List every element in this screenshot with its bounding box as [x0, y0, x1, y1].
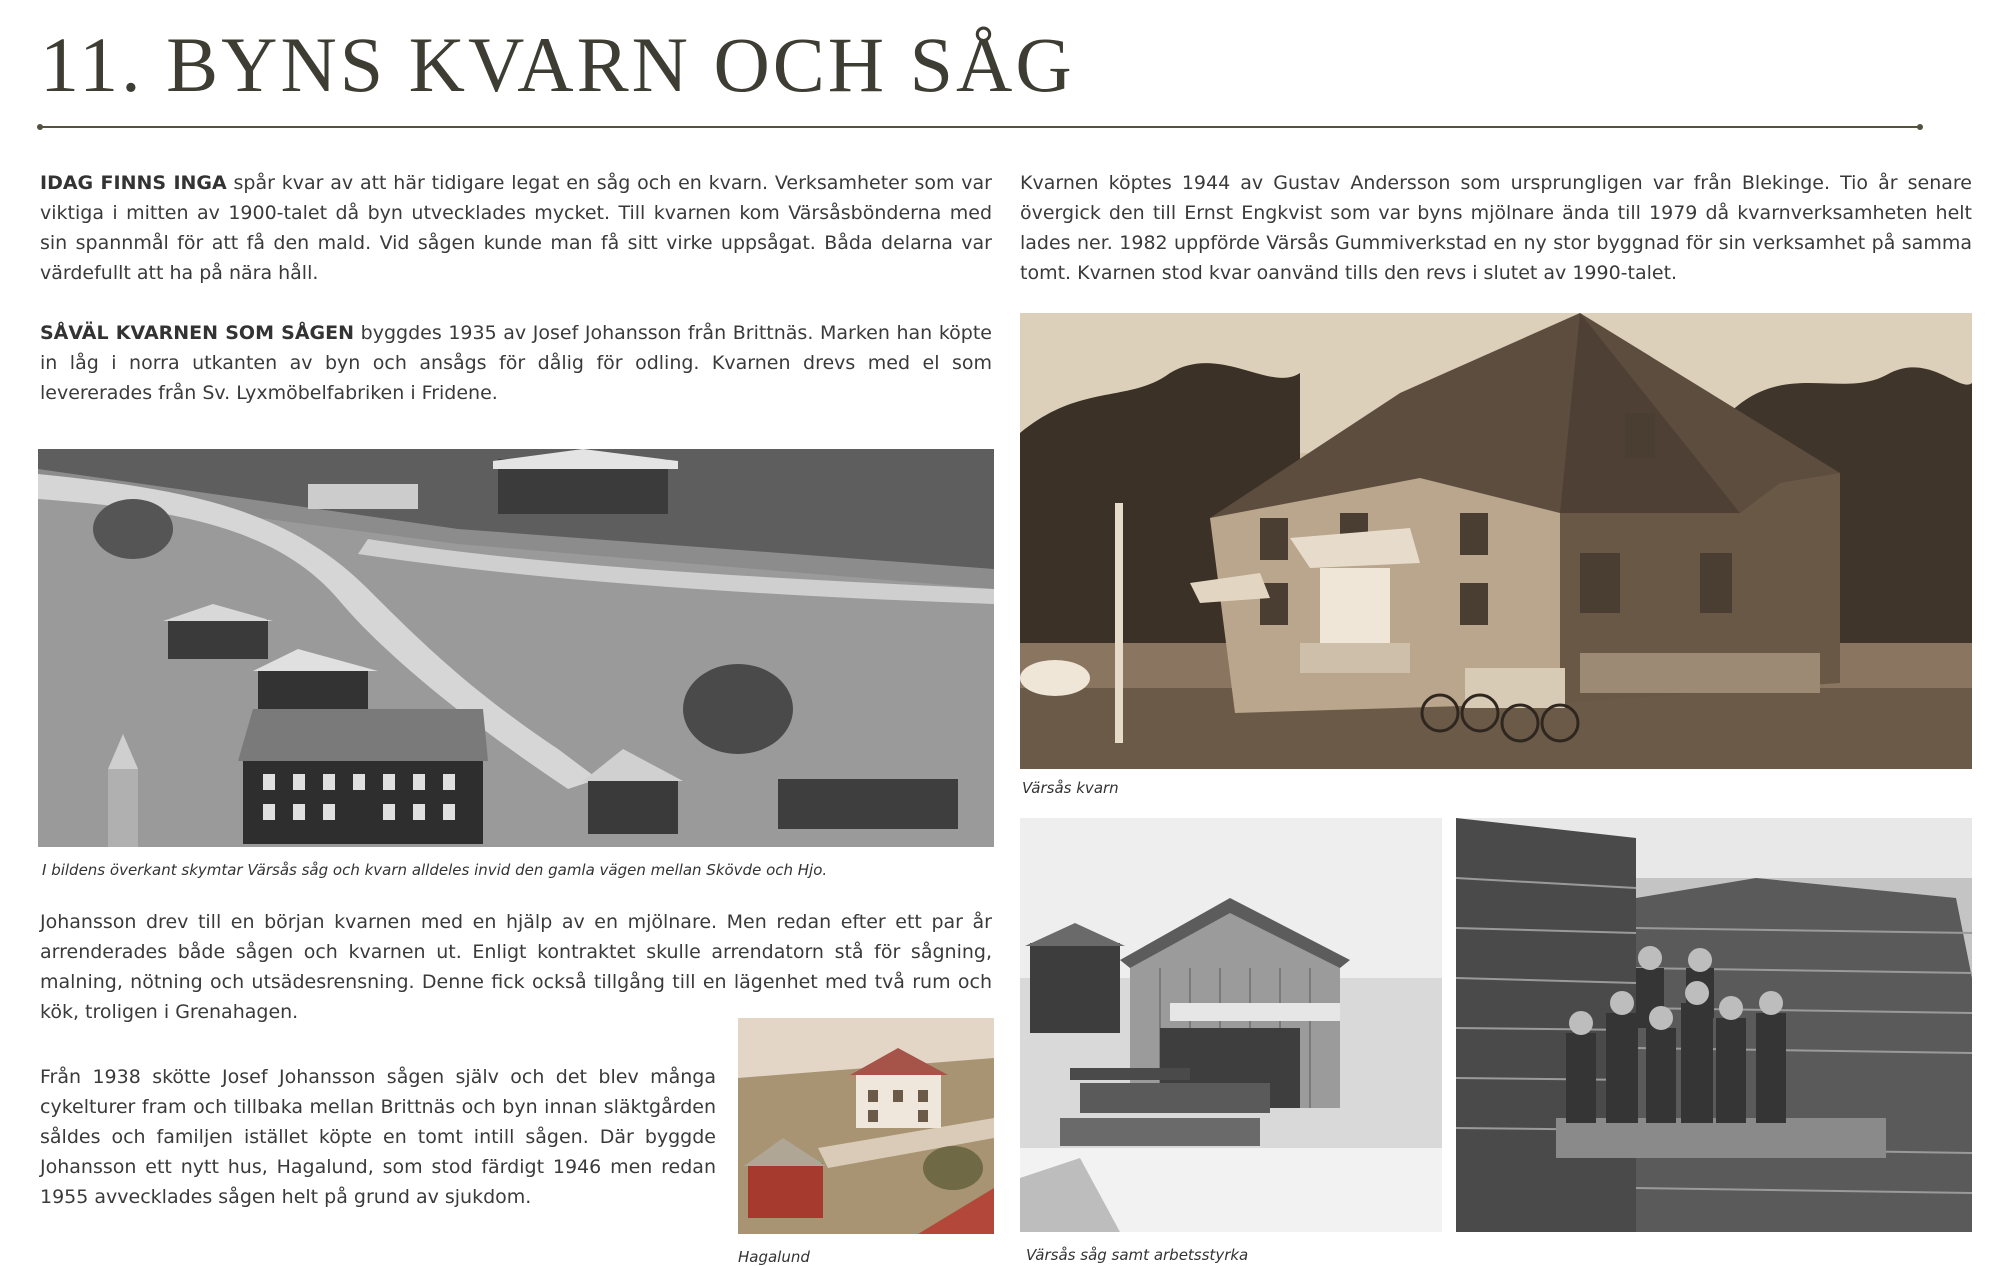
sawmill-photo	[1020, 818, 1442, 1232]
lease-paragraph: Johansson drev till en början kvarnen med en hjälp av en mjölnare. Men redan efter ett par år arrenderades både sågen och kvarnen ut. Enligt kontraktet skulle arrendatorn stå för sågning, malning, nötning och utsädesrensning. Denne fick också tillgång till en lägenhet med två rum och kök, troligen i Grenahagen.	[40, 911, 992, 1023]
mill-caption: Värsås kvarn	[1022, 779, 1119, 797]
sawmill-caption: Värsås såg samt arbetsstyrka	[1026, 1246, 1249, 1264]
mill-history-paragraph: Kvarnen köptes 1944 av Gustav Andersson som ursprungligen var från Blekinge. Tio år senare övergick den till Ernst Engkvist som var byns mjölnare ända till 1979 då kvarnverksamheten helt lades ner. 1982 uppförde Värsås Gummiverkstad en ny stor byggnad för sin verksamhet på samma tomt. Kvarnen stod kvar oanvänd tills den revs i slutet av 1990-talet.	[1020, 172, 1972, 284]
workforce-photo	[1456, 818, 1972, 1232]
title-divider	[40, 126, 1920, 128]
mill-photo	[1020, 313, 1972, 769]
construction-lead: SÅVÄL KVARNEN SOM SÅGEN	[40, 322, 355, 344]
hagalund-photo	[738, 1018, 994, 1234]
construction-paragraph	[40, 318, 992, 408]
hagalund-caption: Hagalund	[738, 1248, 810, 1266]
intro-lead: IDAG FINNS INGA	[40, 172, 227, 194]
village-aerial-photo	[38, 449, 994, 847]
hagalund-paragraph: Från 1938 skötte Josef Johansson sågen själv och det blev många cykelturer fram och tillbaka mellan Brittnäs och byn innan släktgården såldes och familjen istället köpte en tomt intill sågen. Där byggde Johansson ett nytt hus, Hagalund, som stod färdigt 1946 men redan 1955 avvecklades sågen helt på grund av sjukdom.	[40, 1066, 716, 1208]
construction-text: byggdes 1935 av Josef Johansson från Brittnäs. Marken han köpte in låg i norra utkanten av byn och ansågs för dålig för odling. Kvarnen drevs med el som levererades från Sv. Lyxmöbelfabriken i Fridene.	[40, 322, 992, 404]
village-photo-caption: I bildens överkant skymtar Värsås såg och kvarn alldeles invid den gamla vägen mellan Skövde och Hjo.	[42, 861, 828, 879]
page-title: 11. BYNS KVARN OCH SÅG	[40, 21, 1075, 108]
intro-text: spår kvar av att här tidigare legat en såg och en kvarn. Verksamheter som var viktiga i mitten av 1900-talet då byn utvecklades mycket. Till kvarnen kom Värsåsbönderna med sin spannmål för att få den mald. Vid sågen kunde man få sitt virke uppsågat. Båda delarna var värdefullt att ha på nära håll.	[40, 172, 992, 284]
intro-paragraph	[40, 168, 992, 288]
